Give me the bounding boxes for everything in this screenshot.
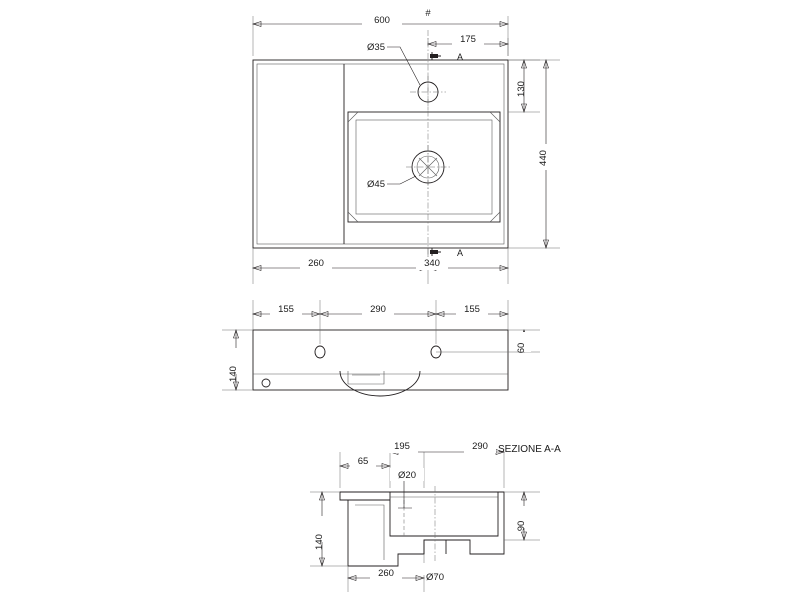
dim-140-front-text: 140 xyxy=(228,366,239,382)
section-arrow-marker-top xyxy=(430,54,438,58)
dim-60-text: 60 xyxy=(516,342,527,354)
section-mark-label-top: A xyxy=(456,52,464,62)
dia70-label: Ø70 xyxy=(426,572,444,583)
dim-290-text: 290 xyxy=(370,304,386,315)
top-view-outline xyxy=(253,60,508,248)
dia20-label: Ø20 xyxy=(398,470,416,481)
dim-175-text: 175 xyxy=(460,34,476,45)
dim-600-text: 600 xyxy=(374,15,390,26)
page-title: # xyxy=(425,8,431,19)
dia35-label: Ø35 xyxy=(367,42,385,53)
front-view-group xyxy=(222,300,540,396)
section-mark-label-bottom: A xyxy=(456,248,464,258)
dim-155-right-text: 155 xyxy=(464,304,480,315)
dim-260-top-text: 260 xyxy=(308,258,324,269)
dim-bottom-extensions xyxy=(253,248,508,284)
section-title-label: SEZIONE A-A xyxy=(498,444,561,455)
dim-290-section-text: 290 xyxy=(472,441,488,452)
dim-440-text: 440 xyxy=(538,150,549,166)
dim-340-top-text: 340 xyxy=(424,258,440,269)
section-outer-profile xyxy=(340,492,504,566)
dim-260-section-text: 260 xyxy=(378,568,394,579)
section-arrow-marker-bottom xyxy=(430,250,438,254)
dim-195-text: 195 xyxy=(394,441,410,452)
dim-130-text: 130 xyxy=(516,81,527,97)
top-view-group xyxy=(253,8,560,284)
dim-65-text: 65 xyxy=(357,456,369,467)
section-view-group xyxy=(310,440,561,592)
front-view-outline xyxy=(253,330,508,390)
dim-90-text: 90 xyxy=(516,520,527,532)
dim-155-left-text: 155 xyxy=(278,304,294,315)
dia45-label: Ø45 xyxy=(367,179,385,190)
dim-140-section-text: 140 xyxy=(314,534,325,550)
